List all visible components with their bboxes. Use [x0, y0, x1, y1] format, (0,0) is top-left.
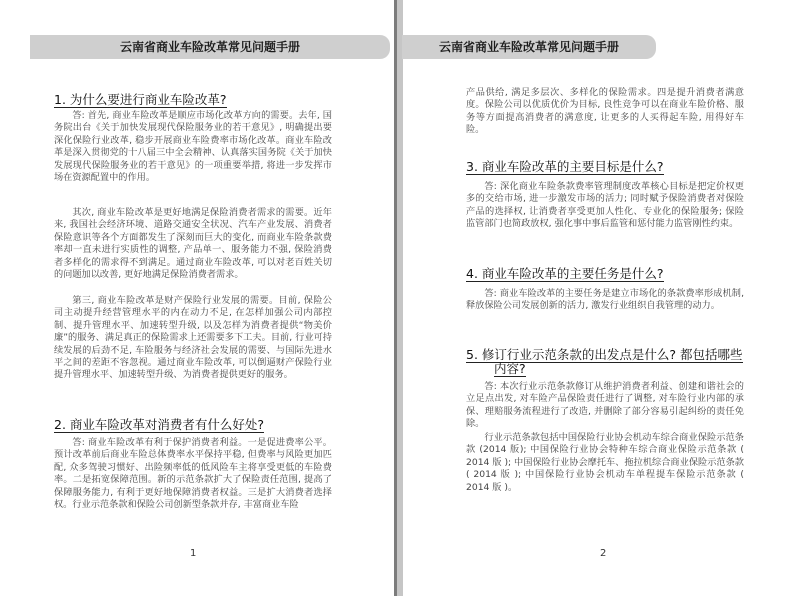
question-5-title-line-2: 内容?: [494, 361, 526, 376]
book-spine-gutter: [397, 0, 403, 596]
q2-answer-paragraph-1: 答: 商业车险改革有利于保护消费者利益。一是促进费率公平。预计改革前后商业车险总体费率水平保持平稳, 但费率与风险更加匹配, 众多驾驶习惯好、出险频率低的低风险车主将享受更低的车险费率。二是拓宽保障范围。新的示范条款扩大了保险责任范围, 提高了保障服务能力, 有利于更好地保障消费者权益。三是扩大消费者选择权。行业示范条款和保险公司创新型条款并存, 丰富商业车险: [54, 437, 332, 511]
question-2-title: 2. 商业车险改革对消费者有什么好处?: [54, 417, 265, 432]
q5-answer-paragraph-2: 行业示范条款包括中国保险行业协会机动车综合商业保险示范条款 (2014 版); 中国保险行业协会特种车综合商业保险示范条款 ( 2014 版 ); 中国保险行业协会摩托车、拖拉机综合商业保险示范条款 ( 2014 版 ); 中国保险行业协会机动车单程提车保险示范条款 ( 2014 版 )。: [466, 432, 744, 493]
question-4-title: 4. 商业车险改革的主要任务是什么?: [466, 266, 664, 281]
page-number-left: 1: [190, 548, 197, 559]
question-5-title-line-1: 5. 修订行业示范条款的出发点是什么? 都包括哪些: [466, 347, 743, 362]
q1-answer-paragraph-3: 第三, 商业车险改革是财产保险行业发展的需要。目前, 保险公司主动提升经营管理水平的内在动力不足, 在怎样加强公司内部控制、提升管理水平、加速转型升级, 以及怎样为消费者提供“物美价廉”的服务、满足真正的保险需求上还需要多下工夫。目前, 行业可持续发展的后劲不足, 车险服务与经济社会发展的需要、与国际先进水平之间的差距不容忽视。通过商业车险改革, 可以倒逼财产保险行业提升管理水平、加速转型升级、为消费者提供更好的服务。: [54, 295, 332, 381]
page-left: [54, 0, 332, 596]
question-1-title: 1. 为什么要进行商业车险改革?: [54, 92, 227, 107]
q3-answer-paragraph: 答: 深化商业车险条款费率管理制度改革核心目标是把定价权更多的交给市场, 进一步激发市场的活力; 同时赋予保险消费者对保险产品的选择权, 让消费者享受更加人性化、专业化的保险服务; 保险监管部门也简政放权, 强化事中事后监管和惩付能力监管刚性约束。: [466, 181, 744, 230]
question-3-title: 3. 商业车险改革的主要目标是什么?: [466, 159, 664, 174]
question-5-heading-cont: [494, 358, 744, 377]
question-3-heading: [466, 156, 744, 175]
question-2-heading: [54, 414, 332, 433]
question-4-heading: [466, 263, 744, 282]
running-header-left: 云南省商业车险改革常见问题手册: [30, 35, 390, 59]
question-1-heading: [54, 89, 332, 108]
q2-answer-continuation: 产品供给, 满足多层次、多样化的保险需求。四是提升消费者满意度。保险公司以优质优价为目标, 良性竞争可以在商业车险价格、服务等方面提高消费者的满意度, 让更多的人买得起车险, 用得好车险。: [466, 87, 744, 136]
page-right: [466, 0, 744, 596]
q4-answer-paragraph: 答: 商业车险改革的主要任务是建立市场化的条款费率形成机制, 释放保险公司发展创新的活力, 激发行业组织自我管理的动力。: [466, 288, 744, 312]
page-number-right: 2: [600, 548, 607, 559]
q1-answer-paragraph-2: 其次, 商业车险改革是更好地满足保险消费者需求的需要。近年来, 我国社会经济环境、道路交通安全状况、汽车产业发展、消费者保险意识等各个方面都发生了深刻而巨大的变化, 而商业车险条款费率却一直未进行实质性的调整, 产品单一、服务能力不强, 保险消费者多样化的需求得不到满足。通过商业车险改革, 可以对老百姓关切的问题加以改善, 更好地满足保险消费者需求。: [54, 207, 332, 281]
running-header-right: 云南省商业车险改革常见问题手册: [402, 35, 656, 59]
q1-answer-paragraph-1: 答: 首先, 商业车险改革是顺应市场化改革方向的需要。去年, 国务院出台《关于加快发展现代保险服务业的若干意见》, 明确提出要深化保险行业改革, 稳步开展商业车险费率市场化改革。商业车险改革是深入贯彻党的十八届三中全会精神、认真落实国务院《关于加快发展现代保险服务业的若干意见》的一项重要举措, 将进一步发挥市场在资源配置中的作用。: [54, 110, 332, 184]
q5-answer-paragraph-1: 答: 本次行业示范条款修订从维护消费者利益、创建和谐社会的立足点出发, 对车险产品保险责任进行了调整, 对车险行业内部的承保、理赔服务流程进行了改造, 并删除了部分容易引起纠纷的责任免除。: [466, 381, 744, 430]
